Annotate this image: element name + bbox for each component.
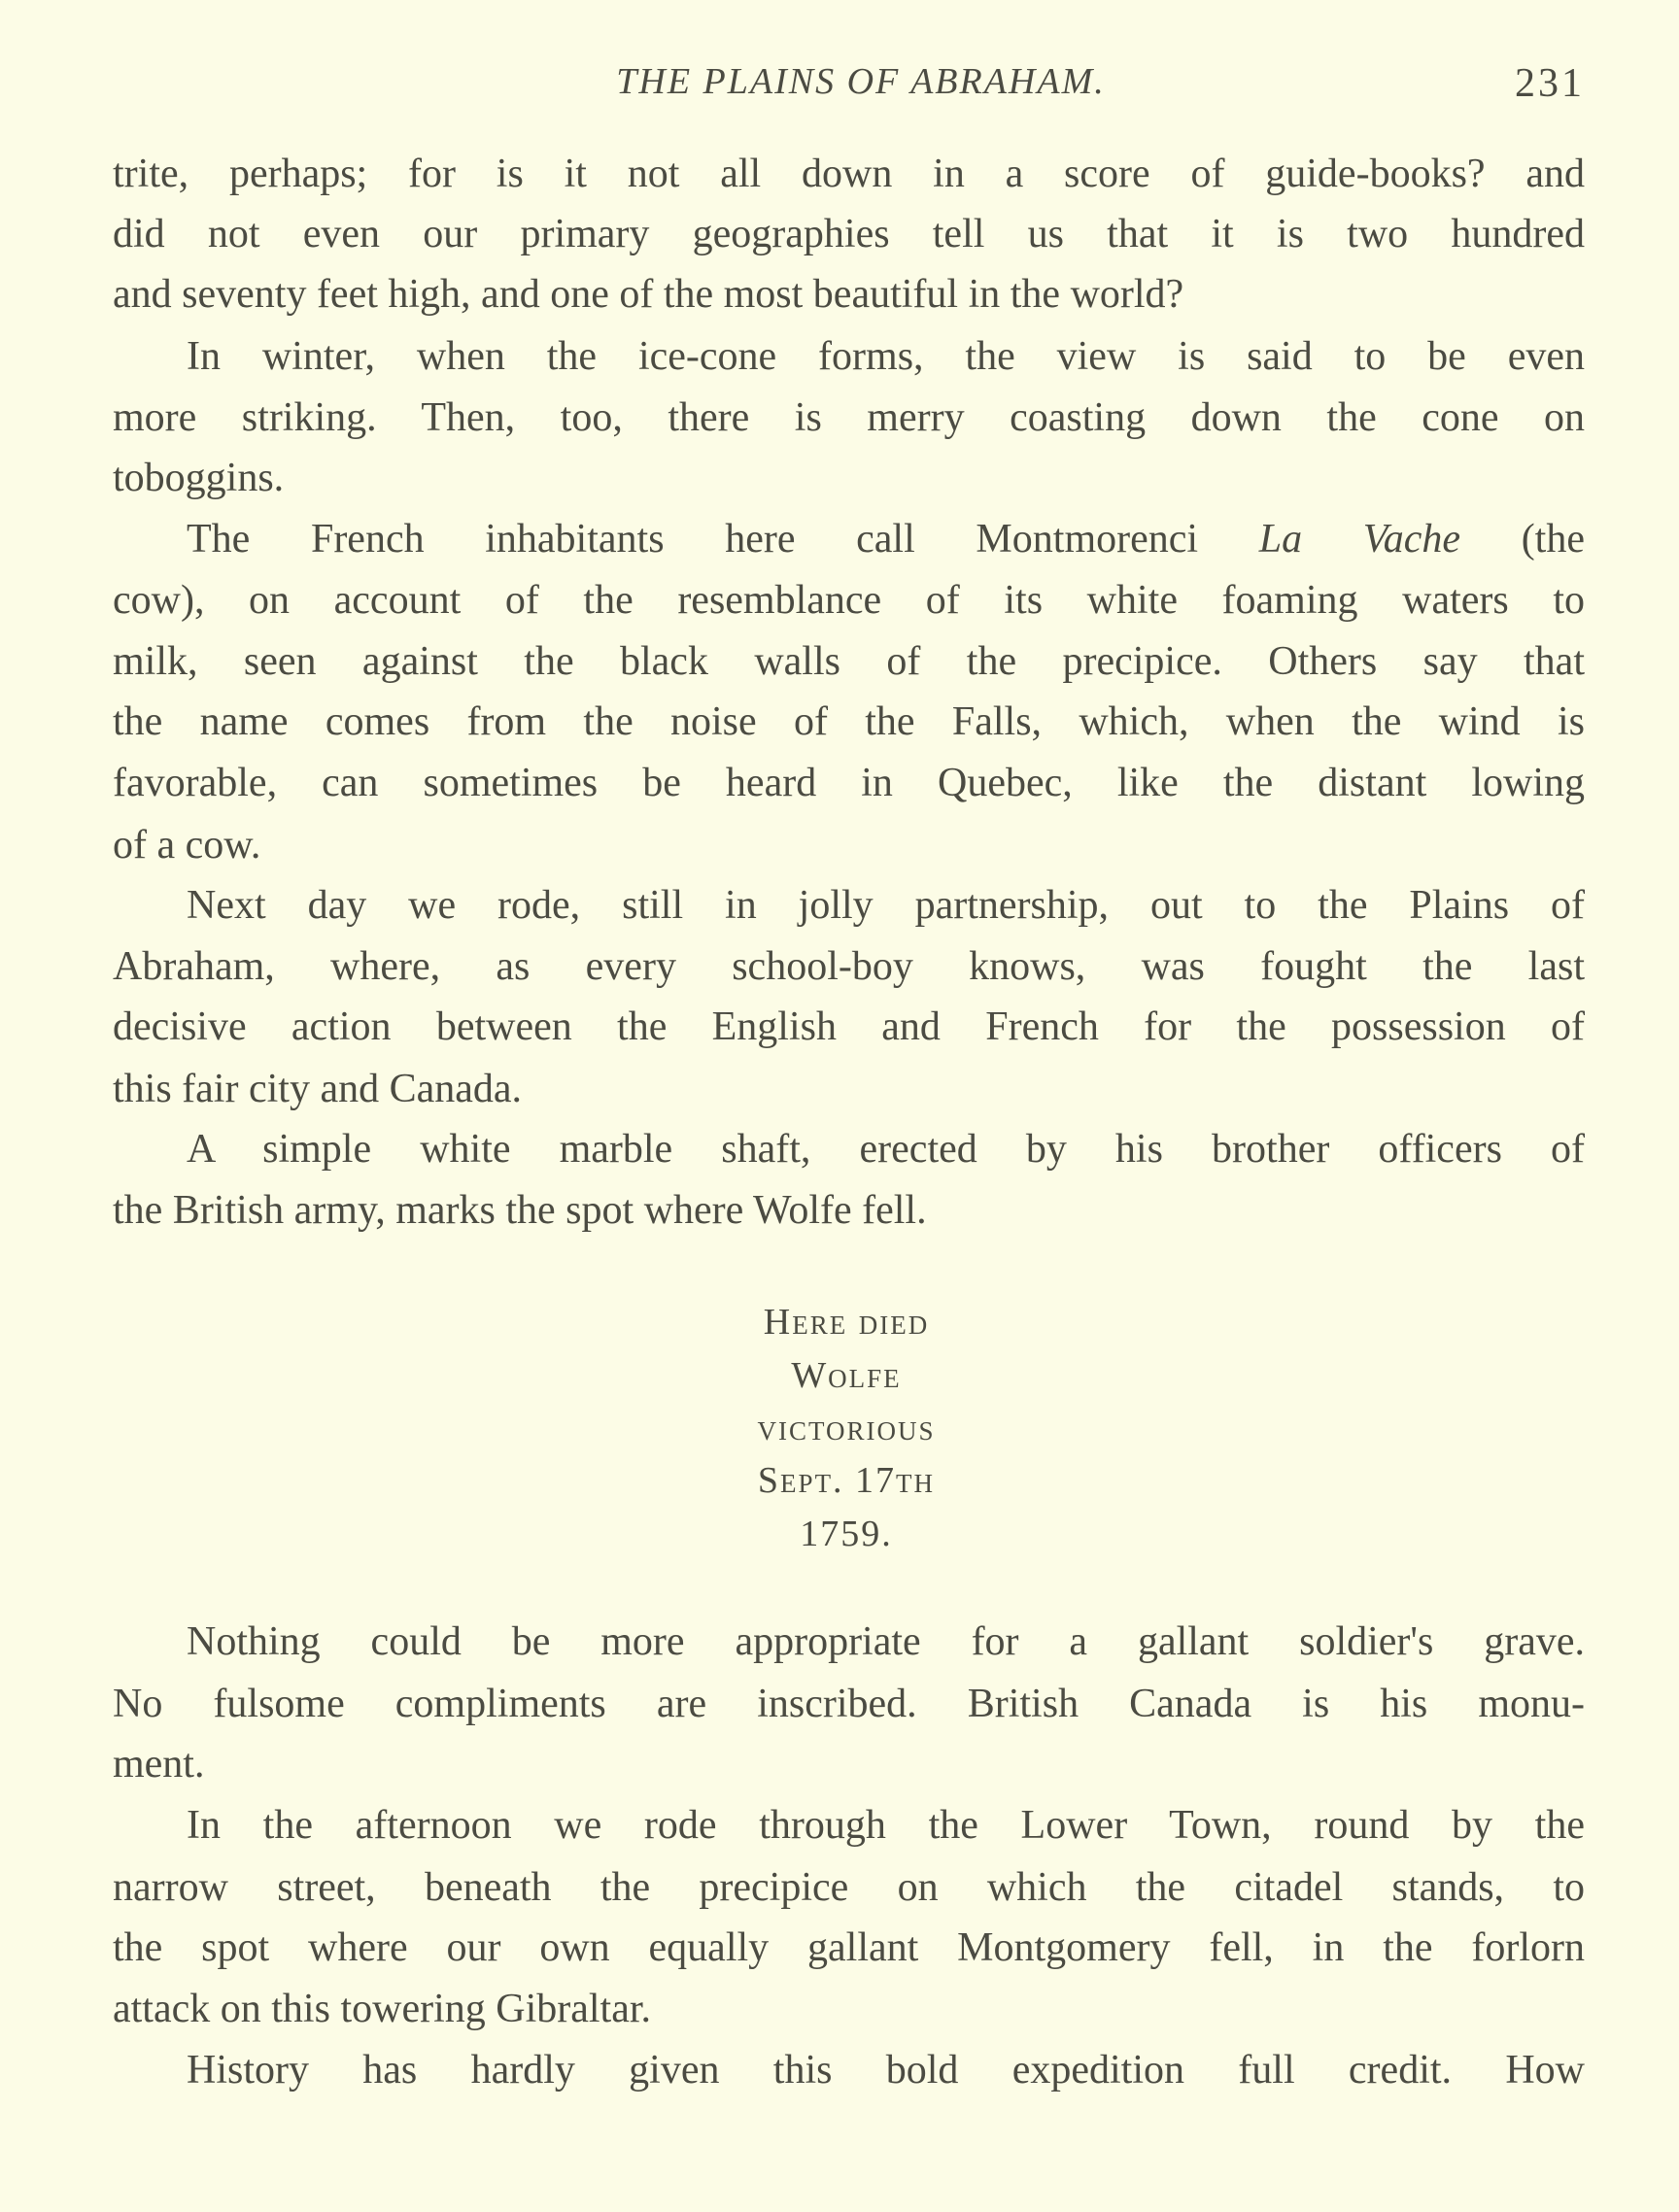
text-line: [113, 570, 1585, 631]
inscription-line: Here died: [763, 1302, 930, 1343]
text-span: and seventy feet high, and one of the most beautiful in the world?: [113, 272, 1184, 317]
text-span: of a cow.: [113, 823, 261, 868]
text-line: [187, 1119, 1585, 1180]
text-span: No fulsome compliments are inscribed. British Canada is his monu-: [113, 1682, 1585, 1726]
text-span: more striking. Then, too, there is merry coasting down the cone on: [113, 395, 1585, 440]
text-line: [113, 204, 1585, 265]
text-line: [113, 1734, 1585, 1795]
text-span: Nothing could be more appropriate for a gallant soldier's grave.: [187, 1619, 1585, 1664]
text-span: attack on this towering Gibraltar.: [113, 1987, 652, 2031]
text-line: [113, 815, 1585, 876]
text-span: (the: [1460, 517, 1585, 562]
text-line: [113, 936, 1585, 998]
text-line: [113, 1180, 1585, 1242]
text-line: [187, 1612, 1585, 1673]
inscription-line: Sept. 17th: [757, 1460, 936, 1501]
text-span: In the afternoon we rode through the Lower Town, round by the: [187, 1803, 1585, 1848]
page-number: 231: [1515, 61, 1585, 106]
text-line: [113, 264, 1585, 325]
text-span: the British army, marks the spot where Wolfe fell.: [113, 1188, 927, 1233]
text-line: [113, 144, 1585, 205]
text-line: [113, 1857, 1585, 1919]
text-span: the name comes from the noise of the Falls, which, when the wind is: [113, 699, 1585, 744]
text-span: cow), on account of the resemblance of its white foaming waters to: [113, 578, 1585, 623]
text-line: [113, 1059, 1585, 1120]
text-line: [113, 997, 1585, 1058]
text-line: [113, 388, 1585, 449]
text-line: [187, 875, 1585, 936]
text-span: favorable, can sometimes be heard in Quebec, like the distant lowing: [113, 761, 1585, 805]
text-span: this fair city and Canada.: [113, 1067, 523, 1111]
text-span: A simple white marble shaft, erected by his brother officers of: [187, 1127, 1585, 1172]
text-line: [113, 1674, 1585, 1735]
text-line: [113, 1918, 1585, 1979]
text-span: In winter, when the ice-cone forms, the view is said to be even: [187, 334, 1585, 379]
inscription-line: Wolfe: [791, 1355, 902, 1396]
text-line: [187, 1795, 1585, 1856]
text-span: ment.: [113, 1742, 205, 1787]
inscription-line: 1759.: [800, 1514, 893, 1554]
text-span: Next day we rode, still in jolly partnership, out to the Plains of: [187, 883, 1585, 928]
text-line: [113, 448, 1585, 509]
text-span: the spot where our own equally gallant Montgomery fell, in the forlorn: [113, 1925, 1585, 1970]
italic-text: La Vache: [1258, 517, 1461, 562]
text-span: milk, seen against the black walls of the precipice. Others say that: [113, 639, 1585, 684]
text-line: [187, 509, 1585, 570]
text-span: The French inhabitants here call Montmorenci: [187, 517, 1259, 562]
text-span: trite, perhaps; for is it not all down in a score of guide-books? and: [113, 152, 1585, 196]
inscription-line: victorious: [757, 1408, 936, 1448]
text-line: [113, 1979, 1585, 2040]
text-span: Abraham, where, as every school-boy knows, was fought the last: [113, 944, 1585, 989]
text-line: [113, 753, 1585, 814]
text-span: toboggins.: [113, 456, 285, 500]
text-span: decisive action between the English and French for the possession of: [113, 1004, 1585, 1049]
text-span: narrow street, beneath the precipice on which the citadel stands, to: [113, 1865, 1585, 1910]
text-line: [187, 326, 1585, 388]
running-title: THE PLAINS OF ABRAHAM.: [616, 61, 1106, 102]
text-span: History has hardly given this bold expedition full credit. How: [187, 2048, 1585, 2093]
text-span: did not even our primary geographies tell us that it is two hundred: [113, 212, 1585, 256]
text-line: [113, 631, 1585, 693]
text-line: [187, 2040, 1585, 2101]
text-line: [113, 692, 1585, 753]
